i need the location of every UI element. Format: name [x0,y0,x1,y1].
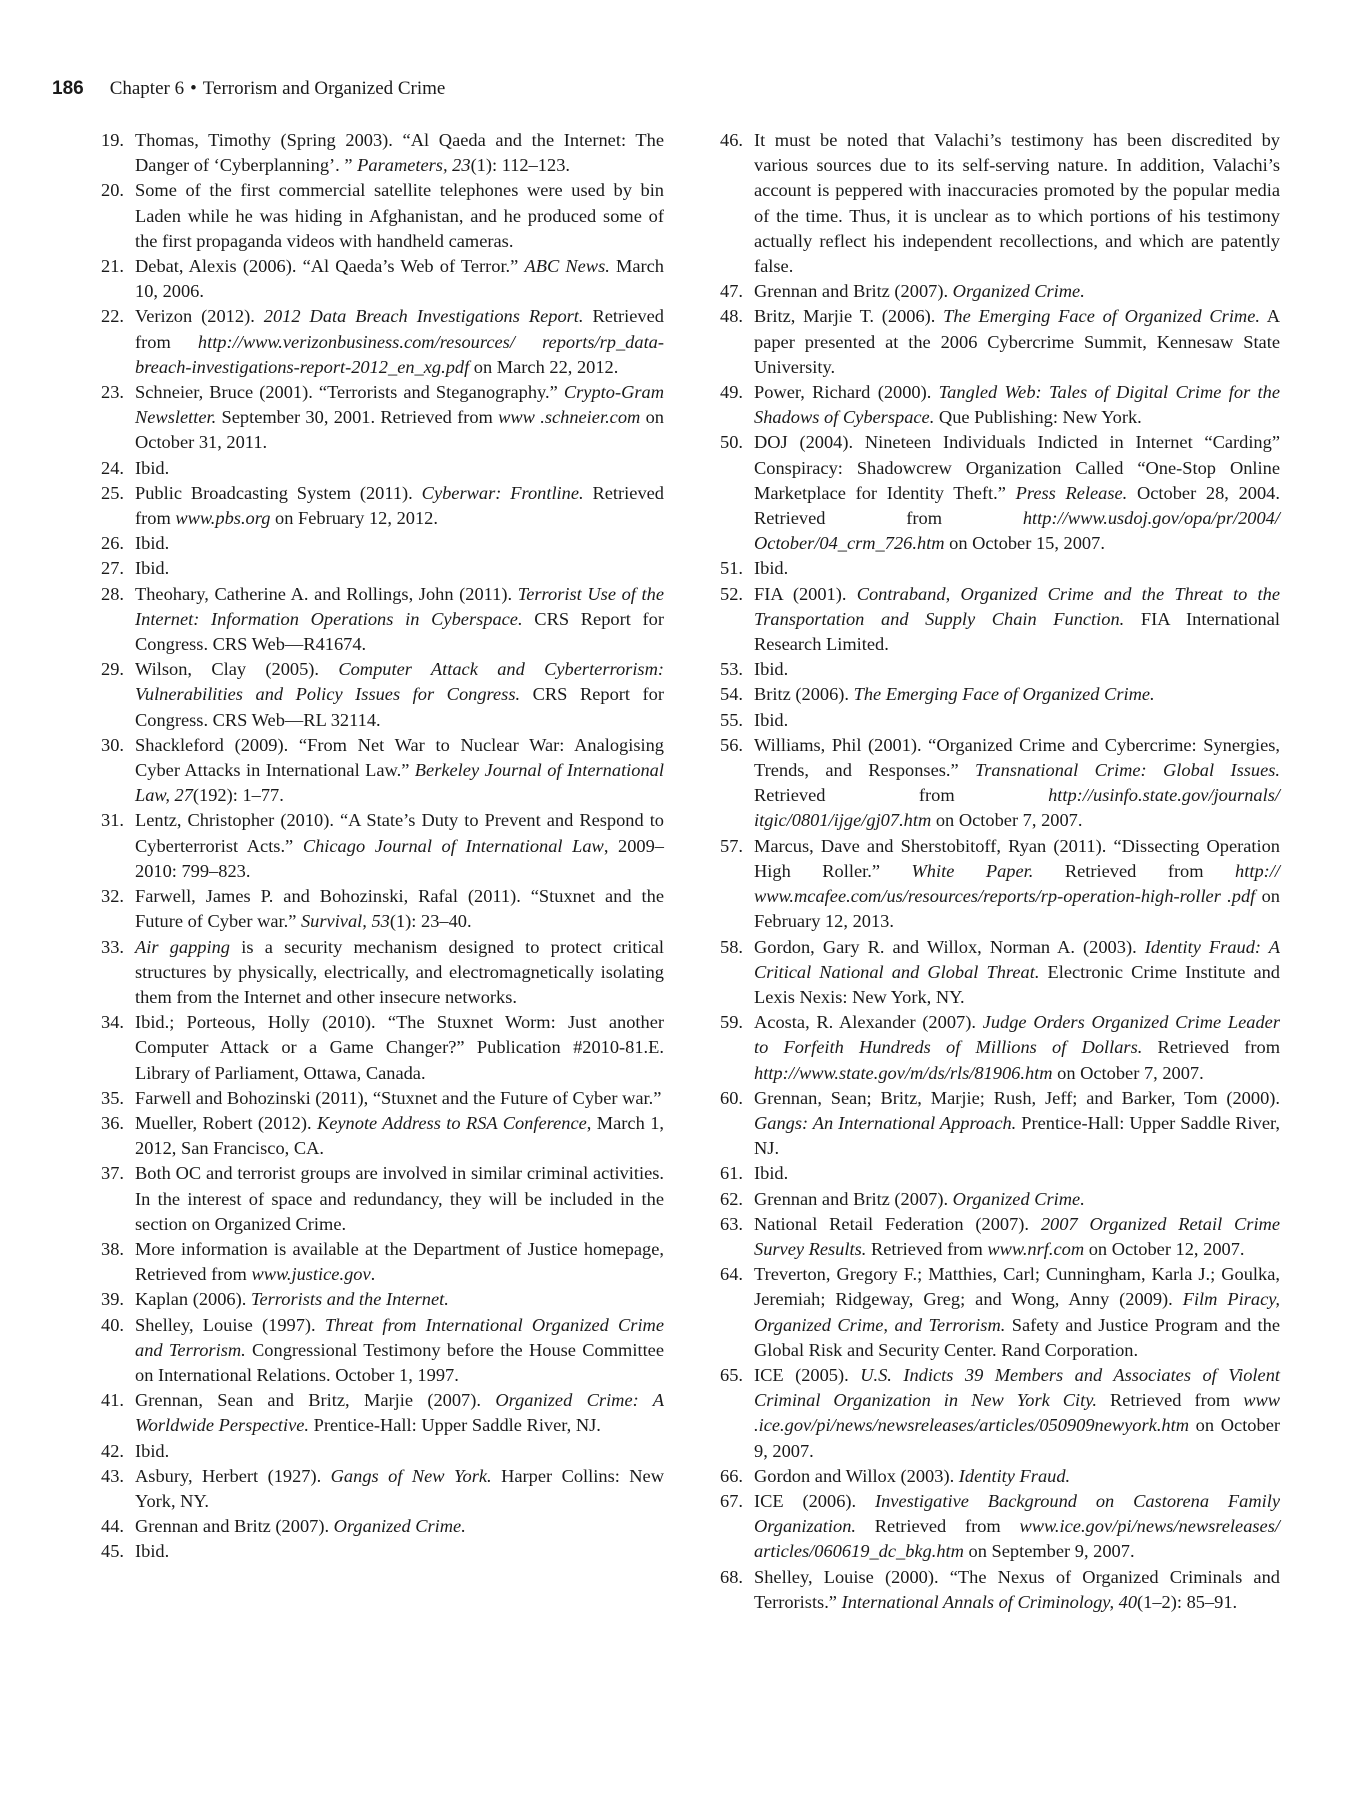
text-run: CRS Report for Congress. CRS Web—RL 32114. [135,684,664,730]
text-run: Ibid. [754,558,789,579]
text-run: Some of the first commercial satellite telephones were used by bin Laden while he was hiding in Afghanistan, and he produced some of the first propaganda videos with handheld cameras. [135,180,664,251]
endnote-text [135,1514,664,1539]
endnote-number: 66. [720,1465,743,1486]
running-title [110,78,446,99]
endnote-text [135,380,664,456]
text-run: Gordon and Willox (2003). [754,1465,959,1486]
chapter-label: Chapter 6 [109,78,185,99]
endnote-item [88,380,664,456]
endnote-number: 61. [720,1163,743,1184]
endnote-number: 42. [101,1440,124,1461]
text-run: March 10, 2006. [135,256,664,302]
italic-text: Transnational Crime: Global Issues. [975,760,1280,781]
text-run: on February 12, 2013. [754,886,1280,932]
text-run: Prentice-Hall: Upper Saddle River, NJ. [309,1415,601,1436]
text-run: Lentz, Christopher (2010). “A State’s Duty to Prevent and Respond to Cyberterrorist Acts.” [135,810,664,856]
text-run: (1–2): 85–91. [1137,1591,1238,1612]
italic-text: www .schneier.com [498,407,641,428]
italic-text: Terrorist Use of the Internet: Information Operations in Cyberspace. [135,583,664,629]
endnote-item [88,1287,664,1312]
text-run: Marcus, Dave and Sherstobitoff, Ryan (2011). “Dissecting Operation High Roller.” [754,835,1280,881]
italic-text: Gangs of New York. [330,1465,492,1486]
italic-text: ABC News. [524,256,610,277]
text-run: Britz (2006). [754,684,854,705]
endnote-text [754,1489,1280,1565]
endnote-text [135,1237,664,1287]
endnote-text [754,1363,1280,1464]
endnote-text [135,1161,664,1237]
italic-text: U.S. Indicts 39 Members and Associates of Violent Criminal Organization in New York City. [754,1364,1280,1411]
endnote-number: 56. [720,734,743,755]
endnote-number: 57. [720,835,743,856]
endnotes-list-left [88,128,664,1565]
endnote-number: 19. [101,130,124,150]
endnote-item [88,1464,664,1514]
endnote-number: 65. [720,1364,743,1385]
endnote-text [135,1086,664,1111]
text-run: Grennan, Sean and Britz, Marjie (2007). [135,1390,496,1411]
text-run: Mueller, Robert (2012). [135,1112,317,1133]
endnote-number: 21. [101,256,124,277]
text-run: Harper Collins: New York, NY. [135,1465,664,1511]
text-run: Williams, Phil (2001). “Organized Crime and Cybercrime: Synergies, Trends, and Responses.” [754,734,1280,781]
italic-text: Organized Crime: A Worldwide Perspective. [135,1390,664,1436]
endnote-item [707,430,1280,556]
text-run: FIA International Research Limited. [754,608,1280,655]
endnote-item [88,1111,664,1161]
endnote-number: 20. [101,180,124,201]
section-title: Terrorism and Organized Crime [202,78,446,99]
endnote-item [707,1262,1280,1363]
endnote-text [135,1439,664,1464]
endnote-text [135,884,664,934]
text-run: on October 7, 2007. [931,810,1083,831]
endnote-text [754,1464,1280,1489]
text-run: More information is available at the Department of Justice homepage, Retrieved from [135,1238,664,1285]
text-run: Wilson, Clay (2005). [135,659,339,680]
text-run: October 28, 2004. Retrieved from [754,482,1280,529]
italic-text: Film Piracy, Organized Crime, and Terrorism. [754,1289,1280,1335]
italic-text: Survival, 53 [300,911,390,932]
text-run: on October 31, 2011. [135,407,664,453]
endnote-number: 26. [101,533,124,554]
text-run: Ibid. [754,709,789,730]
italic-text: International Annals of Criminology, 40 [841,1591,1138,1612]
endnote-item [707,1565,1280,1615]
italic-text: http:// www.mcafee.com/us/resources/reports/rp-operation-high-roller .pdf [754,860,1280,907]
text-run: Ibid. [135,1440,170,1461]
italic-text: www.pbs.org [175,508,271,529]
endnote-number: 41. [101,1390,124,1411]
text-run: on October 15, 2007. [944,533,1105,554]
endnote-item [707,304,1280,380]
text-run: Grennan, Sean; Britz, Marjie; Rush, Jeff; and Barker, Tom (2000). [754,1087,1280,1108]
page-number: 186 [52,78,84,99]
text-run: A paper presented at the 2006 Cybercrime Summit, Kennesaw State University. [754,306,1280,377]
text-run: , 2009–2010: 799–823. [135,835,665,881]
endnote-number: 55. [720,709,743,730]
endnote-number: 49. [720,382,743,403]
italic-text: http://www.verizonbusiness.com/resources/ reports/rp_data-breach-investigations-report-2012_en_xg.pdf [135,331,664,377]
endnote-text [135,1313,664,1389]
endnote-item [707,556,1280,581]
italic-text: Identity Fraud: A Critical National and Global Threat. [754,936,1280,982]
endnote-number: 48. [720,306,743,327]
endnote-number: 51. [720,558,743,579]
text-run: Power, Richard (2000). [754,382,939,403]
endnote-text [754,834,1280,935]
italic-text: The Emerging Face of Organized Crime. [943,306,1260,327]
endnote-text [754,935,1280,1011]
italic-text: Chicago Journal of International Law [302,835,604,856]
endnote-item [88,1313,664,1389]
text-run: on October 9, 2007. [754,1415,1280,1461]
italic-text: White Paper. [911,860,1034,881]
endnote-text [135,1539,664,1564]
text-run: Verizon (2012). [135,306,264,327]
endnote-number: 44. [101,1516,124,1537]
endnote-item [707,1489,1280,1565]
text-run: Retrieved from [1033,860,1236,881]
endnote-text [754,657,1280,682]
text-run: ICE (2006). [754,1490,875,1511]
endnote-number: 47. [720,281,743,302]
endnote-number: 34. [101,1012,124,1033]
endnote-number: 59. [720,1012,743,1033]
text-run: Ibid. [135,533,170,554]
text-run: , March 1, 2012, San Francisco, CA. [135,1112,664,1159]
endnote-number: 29. [101,659,124,680]
endnote-number: 64. [720,1264,743,1285]
endnote-text [135,733,664,809]
text-run: Que Publishing: New York. [934,407,1142,428]
text-run: Both OC and terrorist groups are involved in similar criminal activities. In the interest of space and redundancy, they will be included in the section on Organized Crime. [135,1163,664,1234]
endnote-number: 27. [101,558,124,579]
endnote-text [754,430,1280,556]
endnote-number: 36. [101,1112,124,1133]
endnote-item [707,1363,1280,1464]
italic-text: 2012 Data Breach Investigations Report. [263,306,584,327]
endnote-text [754,1010,1280,1086]
italic-text: Gangs: An International Approach. [754,1112,1017,1133]
text-run: Gordon, Gary R. and Willox, Norman A. (2003). [754,936,1145,957]
endnote-item [707,1161,1280,1186]
endnote-number: 22. [101,306,124,327]
italic-text: www.nrf.com [987,1238,1085,1259]
endnote-number: 32. [101,886,124,907]
text-run: Acosta, R. Alexander (2007). [754,1012,983,1033]
text-run: CRS Report for Congress. CRS Web—R41674. [135,608,664,655]
italic-text: Parameters, 23 [357,155,471,176]
text-run: Shelley, Louise (1997). [135,1314,325,1335]
text-run: Grennan and Britz (2007). [135,1516,334,1537]
endnote-item [88,556,664,581]
italic-text: Identity Fraud. [958,1465,1071,1486]
text-run: Grennan and Britz (2007). [754,281,953,302]
endnote-item [707,582,1280,658]
endnote-item [88,1539,664,1564]
endnote-item [88,254,664,304]
endnote-item [707,1212,1280,1262]
endnote-number: 23. [101,382,124,403]
endnote-number: 58. [720,936,743,957]
endnote-item [707,1086,1280,1162]
endnote-item [88,178,664,254]
endnote-item [88,733,664,809]
endnote-item [88,1086,664,1111]
italic-text: http://www.state.gov/m/ds/rls/81906.htm [754,1062,1053,1083]
text-run: Asbury, Herbert (1927). [135,1465,331,1486]
italic-text: www.justice.gov [251,1264,371,1285]
text-run: Ibid. [135,1541,170,1562]
endnote-item [88,582,664,658]
endnote-item [88,304,664,380]
text-run: Ibid. [754,659,789,680]
endnote-text [754,380,1280,430]
endnote-number: 40. [101,1314,124,1335]
text-run: on September 9, 2007. [963,1541,1135,1562]
text-run: It must be noted that Valachi’s testimony has been discredited by various sources due to its self-serving nature. In addition, Valachi’s account is peppered with inaccuracies promoted by the popular media of the time. Thus, it is unclear as to which portions of his testimony actually reflect his independent recollections, and which are patently false. [754,130,1280,277]
endnote-text [754,304,1280,380]
endnote-item [707,380,1280,430]
endnote-text [754,1565,1280,1615]
endnote-text [754,682,1280,707]
endnote-text [135,1010,664,1086]
endnote-text [754,1187,1280,1212]
italic-text: www .ice.gov/pi/news/newsreleases/articles/050909newyork.htm [754,1390,1281,1436]
endnote-number: 63. [720,1213,743,1234]
italic-text: Contraband, Organized Crime and the Threat to the Transportation and Supply Chain Function. [754,583,1280,629]
endnote-item [88,1237,664,1287]
text-run: on October 12, 2007. [1084,1238,1245,1259]
endnote-item [88,128,664,178]
endnote-number: 67. [720,1490,743,1511]
italic-text: The Emerging Face of Organized Crime. [853,684,1155,705]
text-run: FIA (2001). [754,583,857,604]
endnote-item [707,1187,1280,1212]
notes-column-left [88,128,664,1565]
endnote-item [707,935,1280,1011]
text-run: Britz, Marjie T. (2006). [754,306,944,327]
italic-text: Organized Crime. [333,1516,466,1537]
endnote-text [754,733,1280,834]
endnote-number: 25. [101,482,124,503]
italic-text: Keynote Address to RSA Conference [316,1112,587,1133]
text-run: Schneier, Bruce (2001). “Terrorists and Steganography.” [135,382,564,403]
text-run: Public Broadcasting System (2011). [135,482,422,503]
endnote-item [88,1439,664,1464]
text-run: Debat, Alexis (2006). “Al Qaeda’s Web of Terror.” [135,256,525,277]
endnote-item [88,1514,664,1539]
text-run: . [370,1264,376,1285]
italic-text: Organized Crime. [952,1188,1085,1209]
endnote-number: 46. [720,130,743,150]
endnote-item [707,834,1280,935]
text-run: Safety and Justice Program and the Global Risk and Security Center. Rand Corporation. [754,1314,1281,1360]
endnote-text [135,531,664,556]
text-run: (1): 23–40. [389,911,472,932]
italic-text: Investigative Background on Castorena Family Organization. [754,1490,1280,1537]
endnote-text [135,178,664,254]
endnote-item [707,128,1280,279]
endnote-item [88,456,664,481]
text-run: Prentice-Hall: Upper Saddle River, NJ. [754,1112,1280,1159]
text-run: Retrieved from [135,306,664,352]
endnote-item [707,1010,1280,1086]
endnote-text [754,1161,1280,1186]
text-run: Retrieved from [1097,1390,1244,1411]
endnote-text [135,582,664,658]
italic-text: Computer Attack and Cyberterrorism: Vulnerabilities and Policy Issues for Congress. [135,659,664,705]
italic-text: http://www.usdoj.gov/opa/pr/2004/ October/04_crm_726.htm [754,508,1280,554]
endnote-text [135,1388,664,1438]
text-run: DOJ (2004). Nineteen Individuals Indicted in Internet “Carding” Conspiracy: Shadowcrew Organization Called “One-Stop Online Marketplace for Identity Theft.” [754,432,1280,503]
italic-text: Judge Orders Organized Crime Leader to Forfeith Hundreds of Millions of Dollars. [754,1012,1280,1058]
text-run: on March 22, 2012. [469,356,619,377]
endnote-text [135,657,664,733]
italic-text: 2007 Organized Retail Crime Survey Results. [754,1213,1280,1259]
endnote-text [135,1464,664,1514]
endnote-item [88,531,664,556]
italic-text: Threat from International Organized Crime and Terrorism. [135,1314,665,1360]
italic-text: Tangled Web: Tales of Digital Crime for the Shadows of Cyberspace. [754,382,1281,428]
text-run: (192): 1–77. [192,785,284,806]
endnote-text [754,1262,1280,1363]
endnote-text [135,254,664,304]
text-run: on February 12, 2012. [270,508,438,529]
endnote-text [754,708,1280,733]
endnote-number: 54. [720,684,743,705]
endnote-text [754,279,1280,304]
endnote-text [135,1287,664,1312]
endnote-item [707,708,1280,733]
text-run: Retrieved from [856,1516,1020,1537]
text-run: September 30, 2001. Retrieved from [216,407,499,428]
endnote-number: 52. [720,583,743,604]
endnote-number: 50. [720,432,743,453]
endnote-item [88,1388,664,1438]
text-run: Ibid. [754,1163,789,1184]
endnote-text [135,1111,664,1161]
page-header [52,78,445,108]
endnote-number: 28. [101,583,124,604]
endnote-number: 39. [101,1289,124,1310]
endnotes-list-right [707,128,1280,1615]
endnote-number: 60. [720,1087,743,1108]
endnote-item [88,1161,664,1237]
endnote-item [88,935,664,1011]
endnote-item [88,657,664,733]
text-run: Retrieved from [866,1238,988,1259]
endnote-number: 33. [101,936,124,957]
endnote-text [135,556,664,581]
text-run: Shelley, Louise (2000). “The Nexus of Organized Criminals and Terrorists.” [754,1566,1280,1612]
endnote-text [135,456,664,481]
italic-text: Crypto-Gram Newsletter. [135,382,664,428]
endnote-item [88,884,664,934]
text-run: Retrieved from [135,482,664,529]
text-run: Kaplan (2006). [135,1289,251,1310]
text-run: Farwell, James P. and Bohozinski, Rafal (2011). “Stuxnet and the Future of Cyber war.” [135,886,664,932]
endnote-text [135,128,664,178]
italic-text: http://usinfo.state.gov/journals/ itgic/0801/ijge/gj07.htm [754,785,1280,831]
text-run: Congressional Testimony before the House Committee on International Relations. October 1, 1997. [135,1339,664,1385]
text-run: on October 7, 2007. [1052,1062,1204,1083]
endnote-number: 68. [720,1566,743,1587]
italic-text: Air gapping [135,936,231,957]
endnote-text [754,1086,1280,1162]
text-run: ICE (2005). [754,1364,861,1385]
endnote-item [88,808,664,884]
notes-column-right [707,128,1280,1615]
italic-text: Organized Crime. [952,281,1085,302]
text-run: Thomas, Timothy (Spring 2003). “Al Qaeda and the Internet: The Danger of ‘Cyberplanning’. ” [135,130,664,176]
text-run: Ibid. [135,457,170,478]
endnote-text [135,935,664,1011]
text-run: Ibid.; Porteous, Holly (2010). “The Stuxnet Worm: Just another Computer Attack or a Game Changer?” Publication #2010-81.E. Library of Parliament, Ottawa, Canada. [135,1012,664,1083]
endnote-number: 45. [101,1541,124,1562]
endnote-number: 38. [101,1238,124,1259]
text-run: Theohary, Catherine A. and Rollings, John (2011). [135,583,518,604]
endnote-number: 43. [101,1465,124,1486]
endnote-text [754,128,1280,279]
text-run: National Retail Federation (2007). [754,1213,1041,1234]
text-run: Grennan and Britz (2007). [754,1188,953,1209]
text-run: is a security mechanism designed to protect critical structures by physically, electrically, and electromagnetically isolating them from the Internet and other insecure networks. [135,936,664,1007]
endnote-number: 24. [101,457,124,478]
text-run: Farwell and Bohozinski (2011), “Stuxnet and the Future of Cyber war.” [135,1087,662,1108]
italic-text: Press Release. [1015,482,1128,503]
text-run: Retrieved from [754,785,1049,806]
endnote-item [88,481,664,531]
endnote-number: 53. [720,659,743,680]
endnote-number: 37. [101,1163,124,1184]
endnote-item [707,733,1280,834]
bullet-separator: • [190,78,197,99]
italic-text: Berkeley Journal of International Law, 27 [135,760,664,806]
endnote-number: 35. [101,1087,124,1108]
endnote-number: 30. [101,734,124,755]
endnote-text [135,304,664,380]
endnote-text [754,556,1280,581]
endnote-number: 31. [101,810,124,831]
endnote-item [707,279,1280,304]
text-run: Shackleford (2009). “From Net War to Nuclear War: Analogising Cyber Attacks in International Law.” [135,734,664,781]
endnote-item [88,1010,664,1086]
endnote-item [707,682,1280,707]
text-run: Treverton, Gregory F.; Matthies, Carl; Cunningham, Karla J.; Goulka, Jeremiah; Ridgeway, Greg; and Wong, Anny (2009). [754,1264,1280,1310]
text-run: Ibid. [135,558,170,579]
italic-text: www.ice.gov/pi/news/newsreleases/ articles/060619_dc_bkg.htm [754,1516,1280,1562]
endnote-number: 62. [720,1188,743,1209]
italic-text: Terrorists and the Internet. [250,1289,449,1310]
endnote-item [707,657,1280,682]
endnote-item [707,1464,1280,1489]
endnote-text [754,582,1280,658]
text-run: Electronic Crime Institute and Lexis Nexis: New York, NY. [754,961,1280,1007]
endnote-text [135,808,664,884]
endnote-text [135,481,664,531]
text-run: Retrieved from [1142,1037,1280,1058]
endnote-text [754,1212,1280,1262]
italic-text: Cyberwar: Frontline. [421,482,584,503]
text-run: (1): 112–123. [470,155,570,176]
